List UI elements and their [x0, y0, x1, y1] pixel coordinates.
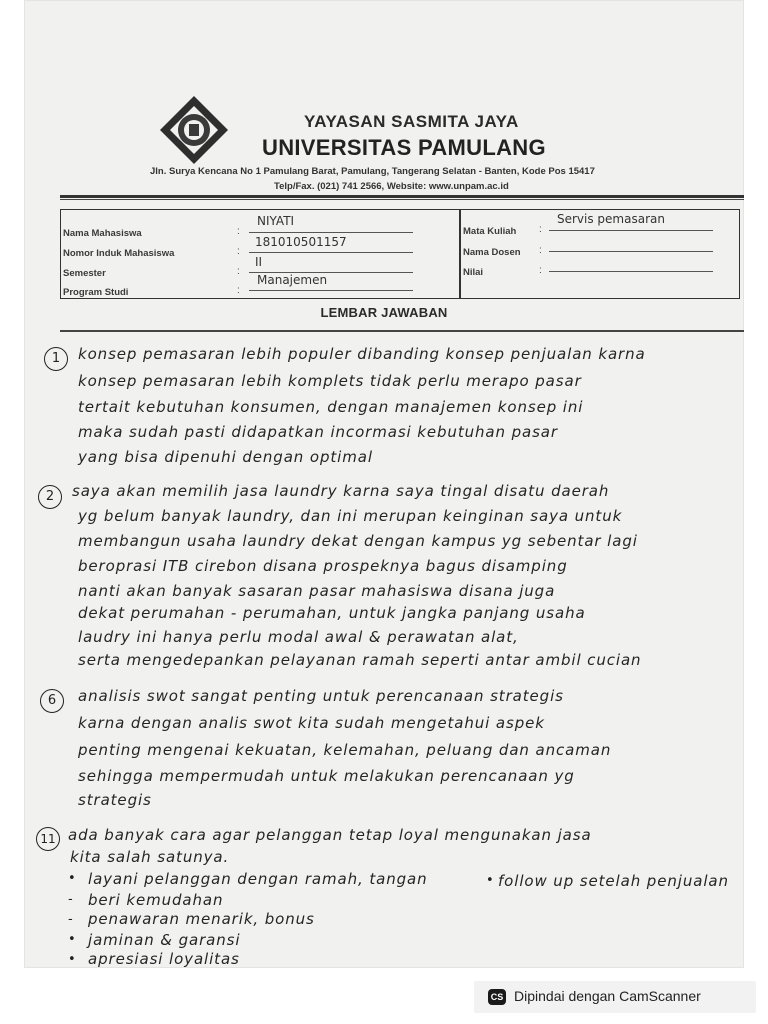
scanned-answer-sheet: YAYASAN SASMITA JAYA UNIVERSITAS PAMULANG Jln. Surya Kencana No 1 Pamulang Barat, Pamulang, Tangerang Selatan - Banten, Kode Pos 15417 Telp/Fax. (021) 741 2566, Website: www.unpam.ac.id Nama Mahasiswa : NIYATI Nomor Induk Mahasiswa : 181010501157 Semester : II Program Studi : Manajemen Mata Kuliah : Servis pemasaran Nama Dosen : Nilai : LEMBAR JAWABAN 1 konsep pemasaran lebih populer dibanding konsep penjualan karna konsep pemasaran lebih komplets tidak perlu merapo pasar tertait kebutuhan konsumen, dengan manajemen konsep ini maka sudah pasti didapatkan incormasi kebutuhan pasar yang bisa dipenuhi dengan optimal 2 saya akan memilih jasa laundry karna saya tingal disatu daerah yg belum banyak laundry, dan ini merupan keinginan saya untuk membangun usaha laundry dekat dengan kampus yg sebentar lagi beroprasi ITB cirebon disana prospeknya bagus disamping nanti akan banyak sasaran pasar mahasiswa disana juga dekat perumahan - perumahan, untuk jangka panjang usaha laudry ini hanya perlu modal awal & perawatan alat, serta mengedepankan pelayanan ramah seperti antar ambil cucian 6 analisis swot sangat penting untuk perencanaan strategis karna dengan analis swot kita sudah mengetahui aspek penting mengenai kekuatan, kelemahan, peluang dan ancaman sehingga mempermudah untuk melakukan perencanaan yg strategis 11 ada banyak cara agar pelanggan tetap loyal mengunakan jasa kita salah satunya. • layani pelanggan dengan ramah, tangan • follow up setelah penjualan - beri kemudahan - penawaran menarik, bonus • jaminan & garansi • apresiasi loyalitas	[24, 0, 744, 968]
answer-11-bullet: layani pelanggan dengan ramah, tangan	[88, 870, 428, 888]
answer-1-line: konsep pemasaran lebih populer dibanding konsep penjualan karna	[78, 345, 646, 363]
answer-6-line: karna dengan analis swot kita sudah mengetahui aspek	[78, 714, 545, 732]
answer-2-line: beroprasi ITB cirebon disana prospeknya bagus disamping	[78, 557, 568, 575]
answer-2-line: laudry ini hanya perlu modal awal & perawatan alat,	[78, 628, 519, 646]
letterhead-rule-thin	[60, 199, 744, 200]
study-program-value: Manajemen	[257, 273, 328, 287]
answer-1-line: konsep pemasaran lebih komplets tidak perlu merapo pasar	[78, 372, 582, 390]
answer-11-bullet: jaminan & garansi	[88, 931, 241, 949]
answer-11-bullet: beri kemudahan	[88, 891, 224, 909]
answer-11-side-bullet: follow up setelah penjualan	[498, 872, 729, 890]
answer-6-line: sehingga mempermudah untuk melakukan perencanaan yg	[78, 767, 575, 785]
lecturer-label: Nama Dosen	[463, 247, 521, 258]
student-name-label: Nama Mahasiswa	[63, 228, 142, 239]
answer-2-line: dekat perumahan - perumahan, untuk jangka panjang usaha	[78, 604, 586, 622]
answer-2-number: 2	[38, 485, 62, 509]
answer-6-number: 6	[40, 689, 64, 713]
answer-2-line: saya akan memilih jasa laundry karna saya tingal disatu daerah	[72, 482, 610, 500]
answer-11-bullet: penawaran menarik, bonus	[88, 910, 315, 928]
info-box-divider	[459, 210, 461, 298]
letterhead	[24, 0, 744, 200]
title-rule	[60, 330, 744, 332]
foundation-name: YAYASAN SASMITA JAYA	[304, 112, 519, 131]
semester-value: II	[255, 255, 263, 269]
answer-2-line: nanti akan banyak sasaran pasar mahasiswa disana juga	[78, 582, 556, 600]
student-id-label: Nomor Induk Mahasiswa	[63, 248, 175, 259]
answer-6-line: strategis	[78, 791, 152, 809]
answer-2-line: serta mengedepankan pelayanan ramah seperti antar ambil cucian	[78, 651, 642, 669]
answer-11-line: kita salah satunya.	[70, 848, 230, 866]
course-label: Mata Kuliah	[463, 226, 517, 237]
letterhead-rule	[60, 195, 744, 198]
answer-11-bullet: apresiasi loyalitas	[88, 950, 240, 968]
answer-1-line: yang bisa dipenuhi dengan optimal	[78, 448, 373, 466]
semester-label: Semester	[63, 268, 106, 279]
study-program-label: Program Studi	[63, 287, 129, 298]
answer-1-line: tertait kebutuhan konsumen, dengan manajemen konsep ini	[78, 398, 584, 416]
student-name-value: NIYATI	[257, 214, 295, 228]
answer-1-number: 1	[44, 347, 68, 371]
camscanner-watermark	[474, 981, 756, 1013]
answer-11-number: 11	[36, 827, 60, 851]
university-logo	[158, 94, 230, 166]
camscanner-text: Dipindai dengan CamScanner	[514, 988, 701, 1004]
answer-2-line: membangun usaha laundry dekat dengan kampus yg sebentar lagi	[78, 532, 638, 550]
student-info-box: Nama Mahasiswa : NIYATI Nomor Induk Mahasiswa : 181010501157 Semester : II Program Studi : Manajemen Mata Kuliah : Servis pemasaran Nama Dosen : Nilai :	[60, 209, 740, 299]
answer-2-line: yg belum banyak laundry, dan ini merupan keinginan saya untuk	[78, 507, 623, 525]
answer-6-line: penting mengenai kekuatan, kelemahan, peluang dan ancaman	[78, 741, 612, 759]
camscanner-logo-icon: CS	[488, 989, 506, 1005]
student-id-value: 181010501157	[255, 235, 347, 249]
answer-6-line: analisis swot sangat penting untuk perencanaan strategis	[78, 687, 564, 705]
university-name: UNIVERSITAS PAMULANG	[262, 135, 546, 160]
university-contact: Telp/Fax. (021) 741 2566, Website: www.unpam.ac.id	[274, 181, 509, 192]
university-address: Jln. Surya Kencana No 1 Pamulang Barat, Pamulang, Tangerang Selatan - Banten, Kode Pos 15417	[150, 166, 595, 177]
answer-1-line: maka sudah pasti didapatkan incormasi kebutuhan pasar	[78, 423, 558, 441]
grade-label: Nilai	[463, 267, 484, 278]
answer-11-line: ada banyak cara agar pelanggan tetap loyal mengunakan jasa	[68, 826, 592, 844]
sheet-title: LEMBAR JAWABAN	[320, 305, 448, 320]
course-value: Servis pemasaran	[557, 212, 665, 226]
